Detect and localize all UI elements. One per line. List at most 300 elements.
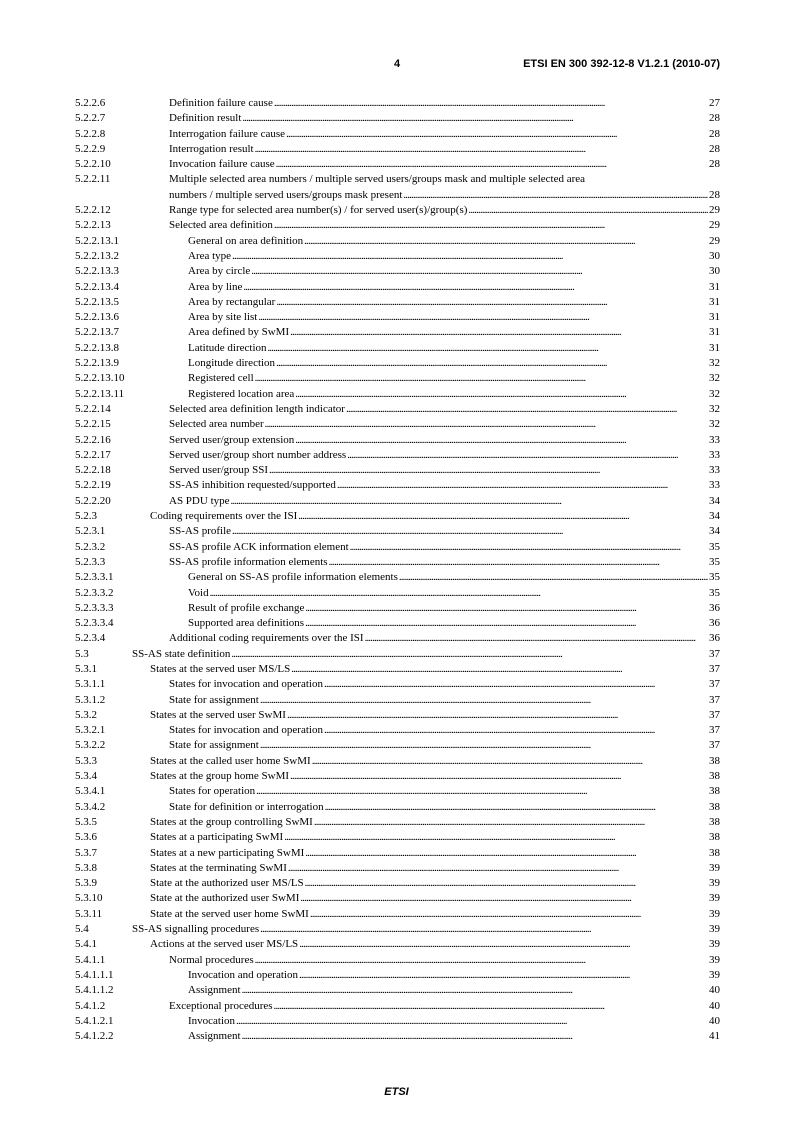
toc-leader-dots bbox=[274, 999, 708, 1014]
toc-entry-title: States at the served user MS/LS bbox=[150, 662, 291, 675]
toc-entry-number: 5.3 bbox=[75, 647, 89, 660]
toc-entry-title: AS PDU type bbox=[169, 494, 230, 507]
toc-entry-title: SS-AS profile information elements bbox=[169, 555, 328, 568]
toc-entry[interactable] bbox=[75, 417, 720, 432]
toc-entry-title: Multiple selected area numbers / multiple served users/groups mask and multiple selected area bbox=[169, 173, 586, 186]
toc-entry-page: 41 bbox=[709, 1030, 720, 1043]
toc-entry-page: 33 bbox=[709, 448, 720, 461]
toc-entry-number: 5.2.2.13 bbox=[75, 219, 111, 232]
toc-entry-title: SS-AS profile bbox=[169, 525, 232, 538]
toc-entry-number: 5.2.2.13.5 bbox=[75, 295, 119, 308]
toc-entry-page: 29 bbox=[709, 204, 720, 217]
toc-entry[interactable] bbox=[75, 494, 720, 509]
toc-entry[interactable] bbox=[75, 555, 720, 570]
toc-entry-page: 38 bbox=[709, 831, 720, 844]
toc-entry-title: States at a new participating SwMI bbox=[150, 846, 305, 859]
toc-leader-dots bbox=[284, 830, 708, 845]
toc-leader-dots bbox=[300, 891, 708, 906]
toc-entry-number: 5.3.10 bbox=[75, 892, 103, 905]
toc-leader-dots bbox=[305, 846, 708, 861]
toc-entry-page: 38 bbox=[709, 846, 720, 859]
toc-entry-number: 5.2.2.13.9 bbox=[75, 357, 119, 370]
toc-entry[interactable] bbox=[75, 754, 720, 769]
toc-entry-title: Invocation bbox=[188, 1014, 236, 1027]
toc-entry-number: 5.3.2.2 bbox=[75, 739, 106, 752]
toc-leader-dots bbox=[324, 723, 708, 738]
toc-entry-title: Registered location area bbox=[188, 387, 295, 400]
toc-entry[interactable] bbox=[75, 815, 720, 830]
toc-entry[interactable] bbox=[75, 463, 720, 478]
toc-entry-number: 5.3.2.1 bbox=[75, 724, 106, 737]
toc-entry-page: 36 bbox=[709, 632, 720, 645]
header-page-number: 4 bbox=[394, 58, 401, 70]
toc-leader-dots bbox=[242, 111, 708, 126]
toc-entry-title: States at a participating SwMI bbox=[150, 831, 284, 844]
toc-entry[interactable] bbox=[75, 784, 720, 799]
toc-entry[interactable] bbox=[75, 249, 720, 264]
toc-leader-dots bbox=[337, 478, 708, 493]
toc-entry[interactable] bbox=[75, 218, 720, 233]
toc-entry[interactable] bbox=[75, 295, 720, 310]
toc-entry[interactable] bbox=[75, 891, 720, 906]
toc-entry-page: 30 bbox=[709, 265, 720, 278]
toc-entry-number: 5.4.1 bbox=[75, 938, 97, 951]
toc-entry-number: 5.4.1.2.2 bbox=[75, 1030, 114, 1043]
toc-entry-number: 5.2.3.3 bbox=[75, 555, 106, 568]
toc-leader-dots bbox=[305, 876, 708, 891]
toc-entry-title: States at the terminating SwMI bbox=[150, 861, 287, 874]
toc-entry-page: 31 bbox=[709, 311, 720, 324]
toc-entry-page: 38 bbox=[709, 815, 720, 828]
toc-entry-number: 5.3.8 bbox=[75, 861, 97, 874]
toc-entry[interactable] bbox=[75, 341, 720, 356]
toc-entry[interactable] bbox=[75, 96, 720, 111]
toc-leader-dots bbox=[399, 570, 708, 585]
toc-entry-page: 40 bbox=[709, 999, 720, 1012]
toc-entry[interactable] bbox=[75, 677, 720, 692]
toc-entry[interactable] bbox=[75, 524, 720, 539]
toc-entry-title: Result of profile exchange bbox=[188, 601, 305, 614]
toc-entry-page: 38 bbox=[709, 785, 720, 798]
toc-entry-number: 5.4.1.2 bbox=[75, 999, 106, 1012]
toc-entry-number: 5.2.3.3.3 bbox=[75, 601, 114, 614]
toc-entry-title: General on area definition bbox=[188, 234, 304, 247]
toc-leader-dots bbox=[269, 463, 708, 478]
toc-entry-title: States for invocation and operation bbox=[169, 678, 323, 691]
toc-entry-number: 5.4 bbox=[75, 923, 89, 936]
toc-entry-number: 5.2.3 bbox=[75, 510, 97, 523]
toc-leader-dots bbox=[304, 234, 708, 249]
toc-leader-dots bbox=[232, 524, 708, 539]
toc-entry[interactable] bbox=[75, 723, 720, 738]
toc-leader-dots bbox=[286, 127, 708, 142]
toc-leader-dots bbox=[329, 555, 708, 570]
toc-entry-title: General on SS-AS profile information elements bbox=[188, 571, 398, 584]
toc-leader-dots bbox=[305, 601, 708, 616]
toc-entry-page: 39 bbox=[709, 938, 720, 951]
toc-entry-page: 29 bbox=[709, 219, 720, 232]
toc-entry-page: 39 bbox=[709, 953, 720, 966]
toc-leader-dots bbox=[298, 509, 708, 524]
toc-entry-number: 5.3.11 bbox=[75, 907, 103, 920]
toc-entry-title: Latitude direction bbox=[188, 341, 267, 354]
toc-entry-number: 5.2.2.13.3 bbox=[75, 265, 119, 278]
toc-entry-number: 5.3.7 bbox=[75, 846, 97, 859]
toc-entry-page: 39 bbox=[709, 877, 720, 890]
toc-entry-page: 40 bbox=[709, 1014, 720, 1027]
toc-leader-dots bbox=[290, 325, 708, 340]
toc-entry[interactable] bbox=[75, 999, 720, 1014]
toc-entry-number: 5.3.2 bbox=[75, 708, 97, 721]
toc-leader-dots bbox=[325, 800, 708, 815]
toc-entry[interactable] bbox=[75, 1029, 720, 1044]
toc-entry[interactable] bbox=[75, 448, 720, 463]
toc-entry-number: 5.2.2.13.7 bbox=[75, 326, 119, 339]
toc-entry-title: Interrogation result bbox=[169, 142, 254, 155]
toc-leader-dots bbox=[403, 188, 708, 203]
toc-entry-page: 37 bbox=[709, 662, 720, 675]
toc-entry-number: 5.2.2.13.8 bbox=[75, 341, 119, 354]
toc-leader-dots bbox=[255, 371, 708, 386]
toc-leader-dots bbox=[276, 157, 708, 172]
toc-entry[interactable] bbox=[75, 708, 720, 723]
toc-entry[interactable] bbox=[75, 922, 720, 937]
toc-entry-number: 5.3.4 bbox=[75, 770, 97, 783]
toc-entry-title: Area by line bbox=[188, 280, 243, 293]
toc-entry-title: numbers / multiple served users/groups mask present bbox=[169, 188, 403, 201]
toc-entry-title: Additional coding requirements over the ISI bbox=[169, 632, 364, 645]
toc-leader-dots bbox=[288, 861, 708, 876]
toc-entry-title: State at the authorized user SwMI bbox=[150, 892, 300, 905]
toc-entry-number: 5.3.6 bbox=[75, 831, 97, 844]
toc-entry-title: Assignment bbox=[188, 1030, 241, 1043]
toc-entry[interactable] bbox=[75, 325, 720, 340]
toc-leader-dots bbox=[365, 631, 708, 646]
toc-entry[interactable] bbox=[75, 647, 720, 662]
toc-entry-number: 5.3.4.1 bbox=[75, 785, 106, 798]
toc-entry-title: Area by circle bbox=[188, 265, 251, 278]
toc-leader-dots bbox=[236, 1014, 708, 1029]
toc-leader-dots bbox=[260, 738, 708, 753]
toc-entry-page: 38 bbox=[709, 770, 720, 783]
toc-entry-title: States at the group controlling SwMI bbox=[150, 815, 313, 828]
toc-entry[interactable] bbox=[75, 570, 720, 585]
toc-entry-number: 5.2.2.6 bbox=[75, 97, 106, 109]
toc-leader-dots bbox=[210, 586, 708, 601]
toc-leader-dots bbox=[312, 754, 708, 769]
toc-entry-title: States at the group home SwMI bbox=[150, 770, 290, 783]
toc-entry[interactable] bbox=[75, 953, 720, 968]
toc-entry-number: 5.2.2.17 bbox=[75, 448, 111, 461]
toc-leader-dots bbox=[260, 693, 708, 708]
toc-leader-dots bbox=[347, 448, 708, 463]
toc-entry[interactable] bbox=[75, 1014, 720, 1029]
toc-entry[interactable] bbox=[75, 616, 720, 631]
toc-entry-number: 5.2.2.19 bbox=[75, 479, 111, 492]
toc-entry-title: SS-AS signalling procedures bbox=[132, 923, 260, 936]
toc-entry[interactable] bbox=[75, 142, 720, 157]
toc-entry-title: States for invocation and operation bbox=[169, 724, 323, 737]
toc-entry-page: 31 bbox=[709, 280, 720, 293]
toc-entry[interactable] bbox=[75, 433, 720, 448]
toc-entry-number: 5.2.3.4 bbox=[75, 632, 106, 645]
toc-entry-page: 39 bbox=[709, 923, 720, 936]
toc-entry[interactable] bbox=[75, 264, 720, 279]
toc-entry-title: SS-AS state definition bbox=[132, 647, 231, 660]
toc-entry[interactable] bbox=[75, 586, 720, 601]
toc-leader-dots bbox=[232, 249, 708, 264]
toc-entry-page: 35 bbox=[709, 555, 720, 568]
toc-entry-page: 28 bbox=[709, 112, 720, 125]
toc-leader-dots bbox=[324, 677, 708, 692]
toc-leader-dots bbox=[260, 922, 708, 937]
toc-leader-dots bbox=[231, 647, 708, 662]
toc-entry-number: 5.2.2.9 bbox=[75, 142, 106, 155]
toc-entry-page: 39 bbox=[709, 968, 720, 981]
toc-entry-number: 5.4.1.1 bbox=[75, 953, 106, 966]
toc-leader-dots bbox=[256, 784, 708, 799]
toc-entry-number: 5.2.2.18 bbox=[75, 464, 111, 477]
toc-entry-number: 5.3.3 bbox=[75, 754, 97, 767]
toc-leader-dots bbox=[299, 937, 708, 952]
table-of-contents bbox=[75, 96, 720, 1044]
toc-entry-title: Selected area definition length indicator bbox=[169, 402, 345, 415]
toc-entry-page: 27 bbox=[709, 97, 720, 109]
toc-leader-dots bbox=[346, 402, 708, 417]
toc-entry-page: 38 bbox=[709, 754, 720, 767]
toc-entry-page: 33 bbox=[709, 433, 720, 446]
toc-entry-title: Coding requirements over the ISI bbox=[150, 510, 298, 523]
toc-leader-dots bbox=[295, 433, 708, 448]
toc-entry-title: Supported area definitions bbox=[188, 617, 305, 630]
toc-entry[interactable] bbox=[75, 478, 720, 493]
toc-leader-dots bbox=[305, 616, 708, 631]
toc-entry[interactable] bbox=[75, 172, 720, 203]
toc-entry-page: 28 bbox=[709, 158, 720, 171]
toc-leader-dots bbox=[242, 1029, 708, 1044]
toc-entry[interactable] bbox=[75, 769, 720, 784]
toc-entry-page: 37 bbox=[709, 678, 720, 691]
toc-entry-page: 39 bbox=[709, 907, 720, 920]
toc-entry[interactable] bbox=[75, 876, 720, 891]
toc-leader-dots bbox=[265, 417, 708, 432]
toc-entry-title: Void bbox=[188, 586, 209, 599]
toc-entry-title: Selected area definition bbox=[169, 219, 273, 232]
toc-leader-dots bbox=[255, 953, 708, 968]
toc-entry-number: 5.2.2.13.1 bbox=[75, 234, 119, 247]
toc-entry-page: 34 bbox=[709, 494, 720, 507]
toc-entry-page: 37 bbox=[709, 693, 720, 706]
toc-leader-dots bbox=[274, 96, 708, 111]
toc-leader-dots bbox=[276, 295, 708, 310]
toc-entry-number: 5.2.2.11 bbox=[75, 173, 111, 186]
toc-leader-dots bbox=[295, 387, 708, 402]
toc-entry-title: Definition result bbox=[169, 112, 242, 125]
toc-leader-dots bbox=[258, 310, 708, 325]
toc-entry-title: State at the authorized user MS/LS bbox=[150, 877, 304, 890]
toc-entry[interactable] bbox=[75, 402, 720, 417]
toc-entry-number: 5.2.2.8 bbox=[75, 127, 106, 140]
toc-entry-title: Area defined by SwMI bbox=[188, 326, 290, 339]
toc-entry-page: 37 bbox=[709, 739, 720, 752]
toc-leader-dots bbox=[310, 907, 708, 922]
toc-entry-page: 35 bbox=[709, 586, 720, 599]
toc-entry-page: 28 bbox=[709, 127, 720, 140]
toc-entry-title: Definition failure cause bbox=[169, 97, 273, 109]
toc-entry-number: 5.2.2.7 bbox=[75, 112, 106, 125]
footer-etsi: ETSI bbox=[384, 1086, 409, 1098]
toc-entry-number: 5.2.2.20 bbox=[75, 494, 111, 507]
toc-entry[interactable] bbox=[75, 234, 720, 249]
toc-entry-title: Served user/group extension bbox=[169, 433, 295, 446]
toc-entry-title: States for operation bbox=[169, 785, 256, 798]
toc-entry-title: Normal procedures bbox=[169, 953, 254, 966]
toc-entry[interactable] bbox=[75, 203, 720, 218]
toc-entry-page: 40 bbox=[709, 984, 720, 997]
toc-entry[interactable] bbox=[75, 861, 720, 876]
toc-entry-number: 5.2.2.13.11 bbox=[75, 387, 125, 400]
toc-entry-title: Invocation failure cause bbox=[169, 158, 275, 171]
toc-entry-page: 29 bbox=[709, 234, 720, 247]
toc-leader-dots bbox=[268, 341, 709, 356]
toc-entry[interactable] bbox=[75, 738, 720, 753]
toc-entry-number: 5.4.1.1.2 bbox=[75, 984, 114, 997]
toc-entry-title: Longitude direction bbox=[188, 357, 276, 370]
toc-entry[interactable] bbox=[75, 310, 720, 325]
toc-entry-page: 37 bbox=[709, 647, 720, 660]
toc-leader-dots bbox=[274, 218, 708, 233]
toc-entry[interactable] bbox=[75, 157, 720, 172]
toc-entry-number: 5.2.2.13.6 bbox=[75, 311, 119, 324]
toc-entry-title: Assignment bbox=[188, 984, 241, 997]
toc-entry[interactable] bbox=[75, 540, 720, 555]
toc-entry-page: 31 bbox=[709, 295, 720, 308]
toc-entry-number: 5.2.2.13.4 bbox=[75, 280, 119, 293]
toc-entry-page: 32 bbox=[709, 402, 720, 415]
toc-entry[interactable] bbox=[75, 937, 720, 952]
toc-leader-dots bbox=[255, 142, 708, 157]
toc-entry[interactable] bbox=[75, 371, 720, 386]
toc-entry-page: 28 bbox=[709, 142, 720, 155]
toc-entry[interactable] bbox=[75, 356, 720, 371]
toc-entry[interactable] bbox=[75, 830, 720, 845]
toc-entry-page: 34 bbox=[709, 525, 720, 538]
toc-entry-title: States at the served user SwMI bbox=[150, 708, 286, 721]
toc-entry-number: 5.2.2.12 bbox=[75, 204, 111, 217]
toc-entry[interactable] bbox=[75, 662, 720, 677]
toc-leader-dots bbox=[251, 264, 708, 279]
toc-entry[interactable] bbox=[75, 280, 720, 295]
header-document-id: ETSI EN 300 392-12-8 V1.2.1 (2010-07) bbox=[523, 58, 720, 70]
toc-entry-page: 31 bbox=[709, 341, 720, 354]
toc-entry[interactable] bbox=[75, 601, 720, 616]
toc-entry-number: 5.2.2.15 bbox=[75, 418, 111, 431]
toc-entry-page: 39 bbox=[709, 892, 720, 905]
toc-entry-page: 30 bbox=[709, 249, 720, 262]
toc-leader-dots bbox=[299, 968, 708, 983]
toc-entry-number: 5.2.2.13.2 bbox=[75, 249, 119, 262]
toc-leader-dots bbox=[276, 356, 708, 371]
toc-entry-number: 5.2.3.2 bbox=[75, 540, 106, 553]
toc-entry-title: Served user/group short number address bbox=[169, 448, 347, 461]
toc-entry[interactable] bbox=[75, 387, 720, 402]
toc-entry-number: 5.4.1.2.1 bbox=[75, 1014, 114, 1027]
toc-leader-dots bbox=[290, 769, 708, 784]
toc-entry-title: Selected area number bbox=[169, 418, 264, 431]
toc-entry[interactable] bbox=[75, 983, 720, 998]
toc-entry[interactable] bbox=[75, 509, 720, 524]
toc-entry-page: 36 bbox=[709, 601, 720, 614]
toc-entry[interactable] bbox=[75, 127, 720, 142]
toc-entry[interactable] bbox=[75, 631, 720, 646]
toc-leader-dots bbox=[231, 494, 708, 509]
toc-entry-title: Registered cell bbox=[188, 372, 254, 385]
toc-entry-number: 5.2.2.13.10 bbox=[75, 372, 125, 385]
toc-entry-title: Actions at the served user MS/LS bbox=[150, 938, 299, 951]
toc-entry-title: Area by site list bbox=[188, 311, 258, 324]
toc-leader-dots bbox=[314, 815, 708, 830]
toc-entry[interactable] bbox=[75, 846, 720, 861]
toc-entry-title: Exceptional procedures bbox=[169, 999, 273, 1012]
toc-leader-dots bbox=[242, 983, 708, 998]
toc-entry-number: 5.2.2.16 bbox=[75, 433, 111, 446]
toc-leader-dots bbox=[287, 708, 708, 723]
toc-entry-page: 35 bbox=[709, 571, 720, 584]
toc-entry[interactable] bbox=[75, 111, 720, 126]
toc-entry-number: 5.2.2.14 bbox=[75, 402, 111, 415]
toc-entry-number: 5.2.3.1 bbox=[75, 525, 106, 538]
toc-entry-page: 32 bbox=[709, 357, 720, 370]
toc-entry-number: 5.2.3.3.1 bbox=[75, 571, 114, 584]
toc-leader-dots bbox=[243, 280, 708, 295]
toc-entry-page: 36 bbox=[709, 617, 720, 630]
toc-entry-title: Served user/group SSI bbox=[169, 464, 268, 477]
toc-entry-title: State at the served user home SwMI bbox=[150, 907, 309, 920]
toc-entry-page: 32 bbox=[709, 387, 720, 400]
toc-entry-number: 5.3.5 bbox=[75, 815, 97, 828]
toc-entry-number: 5.3.1.2 bbox=[75, 693, 106, 706]
toc-entry[interactable] bbox=[75, 693, 720, 708]
toc-entry-title: State for definition or interrogation bbox=[169, 800, 324, 813]
toc-leader-dots bbox=[468, 203, 708, 218]
toc-entry-page: 37 bbox=[709, 708, 720, 721]
toc-entry-page: 33 bbox=[709, 464, 720, 477]
toc-entry-page: 31 bbox=[709, 326, 720, 339]
toc-entry-title: SS-AS inhibition requested/supported bbox=[169, 479, 336, 492]
toc-entry-number: 5.3.4.2 bbox=[75, 800, 106, 813]
toc-entry-number: 5.3.9 bbox=[75, 877, 97, 890]
toc-entry-title: Area type bbox=[188, 249, 232, 262]
toc-entry[interactable] bbox=[75, 800, 720, 815]
toc-entry-number: 5.2.2.10 bbox=[75, 158, 111, 171]
toc-entry-page: 28 bbox=[709, 188, 720, 201]
toc-entry-number: 5.4.1.1.1 bbox=[75, 968, 114, 981]
toc-entry-page: 37 bbox=[709, 724, 720, 737]
toc-entry-number: 5.3.1.1 bbox=[75, 678, 106, 691]
toc-entry[interactable] bbox=[75, 968, 720, 983]
toc-entry-number: 5.2.3.3.4 bbox=[75, 617, 114, 630]
toc-entry-title: States at the called user home SwMI bbox=[150, 754, 311, 767]
toc-entry-title: Range type for selected area number(s) / for served user(s)/group(s) bbox=[169, 204, 468, 217]
toc-entry-title: Interrogation failure cause bbox=[169, 127, 286, 140]
toc-entry-page: 38 bbox=[709, 800, 720, 813]
toc-leader-dots bbox=[350, 540, 708, 555]
toc-entry-page: 35 bbox=[709, 540, 720, 553]
toc-entry[interactable] bbox=[75, 907, 720, 922]
toc-entry-page: 34 bbox=[709, 510, 720, 523]
toc-entry-page: 32 bbox=[709, 372, 720, 385]
toc-entry-number: 5.2.3.3.2 bbox=[75, 586, 114, 599]
